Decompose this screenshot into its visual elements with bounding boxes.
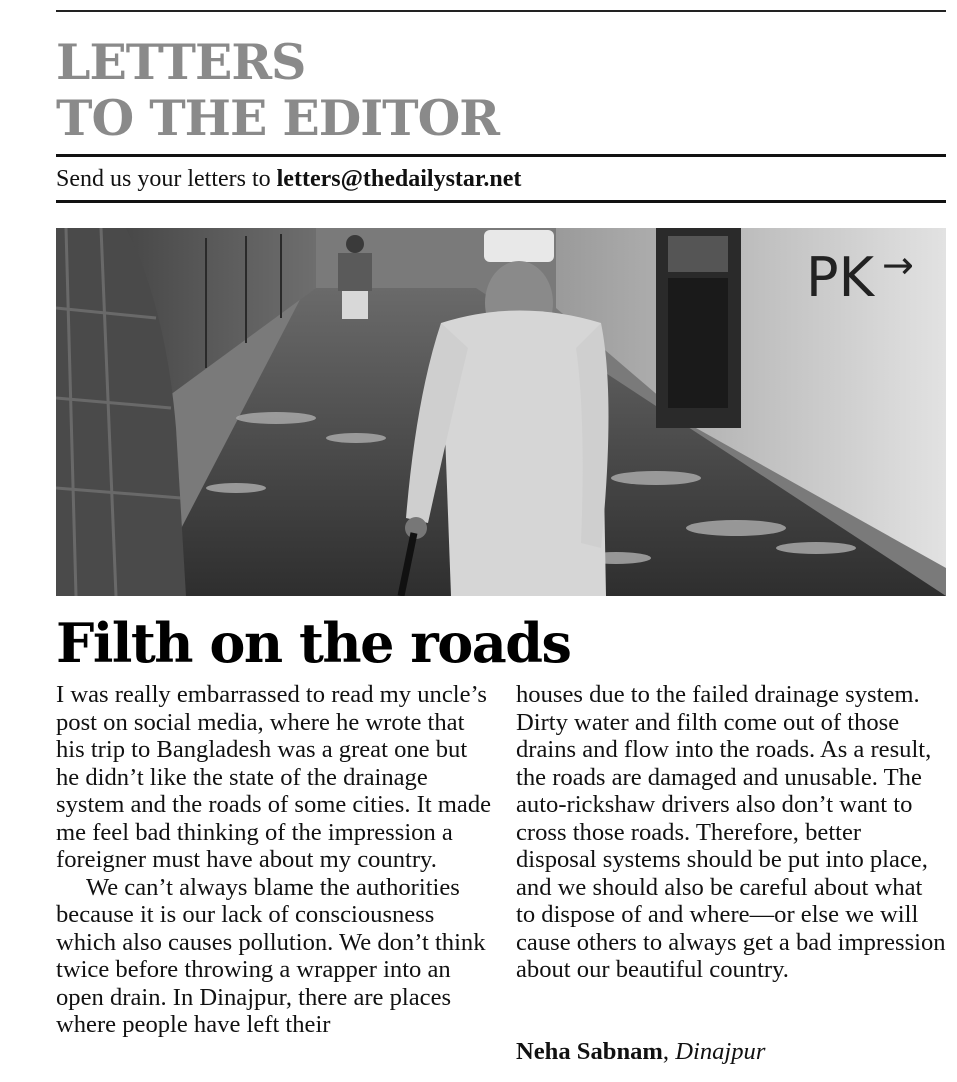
article-photo <box>56 228 946 596</box>
article-column-2 <box>516 681 946 984</box>
author-location: Dinajpur <box>675 1038 766 1065</box>
signature-separator: , <box>662 1038 676 1065</box>
photo-graffiti: PK <box>806 246 874 309</box>
header-rule <box>56 154 946 157</box>
submission-rule <box>56 200 946 203</box>
article-paragraph: I was really embarrassed to read my uncle’s post on social media, where he wrote that his trip to Bangladesh was a great one but he didn’t like the state of the drainage system and the roads of some cities. It made me feel bad thinking of the impression a foreigner must have about my country. <box>56 681 492 873</box>
article-headline: Filth on the roads <box>56 611 571 675</box>
submission-prefix: Send us your letters to <box>56 166 277 192</box>
section-title <box>56 34 499 146</box>
article-column-1 <box>56 681 496 1039</box>
section-title-line2: TO THE EDITOR <box>56 89 500 147</box>
photo-graffiti-arrow: → <box>882 243 914 287</box>
section-title-line1: LETTERS <box>56 33 306 91</box>
submission-email[interactable]: letters@thedailystar.net <box>276 166 522 192</box>
submission-line <box>56 164 521 194</box>
article-paragraph: houses due to the failed drainage system. Dirty water and filth come out of those drains and flow into the roads. As a result, the roads are damaged and unusable. The auto-rickshaw drivers also don’t want to cross those roads. Therefore, better disposal systems should be put into place, and we should also be careful about what to dispose of and where—or else we will cause others to always get a bad impression about our beautiful country. <box>516 681 946 983</box>
letter-signature <box>516 1038 765 1066</box>
top-rule <box>56 10 946 12</box>
author-name: Neha Sabnam <box>516 1038 663 1065</box>
article-paragraph: We can’t always blame the authorities because it is our lack of consciousness which also causes pollution. We don’t think twice before throwing a wrapper into an open drain. In Dinajpur, there are places where people have left their <box>56 873 486 1038</box>
